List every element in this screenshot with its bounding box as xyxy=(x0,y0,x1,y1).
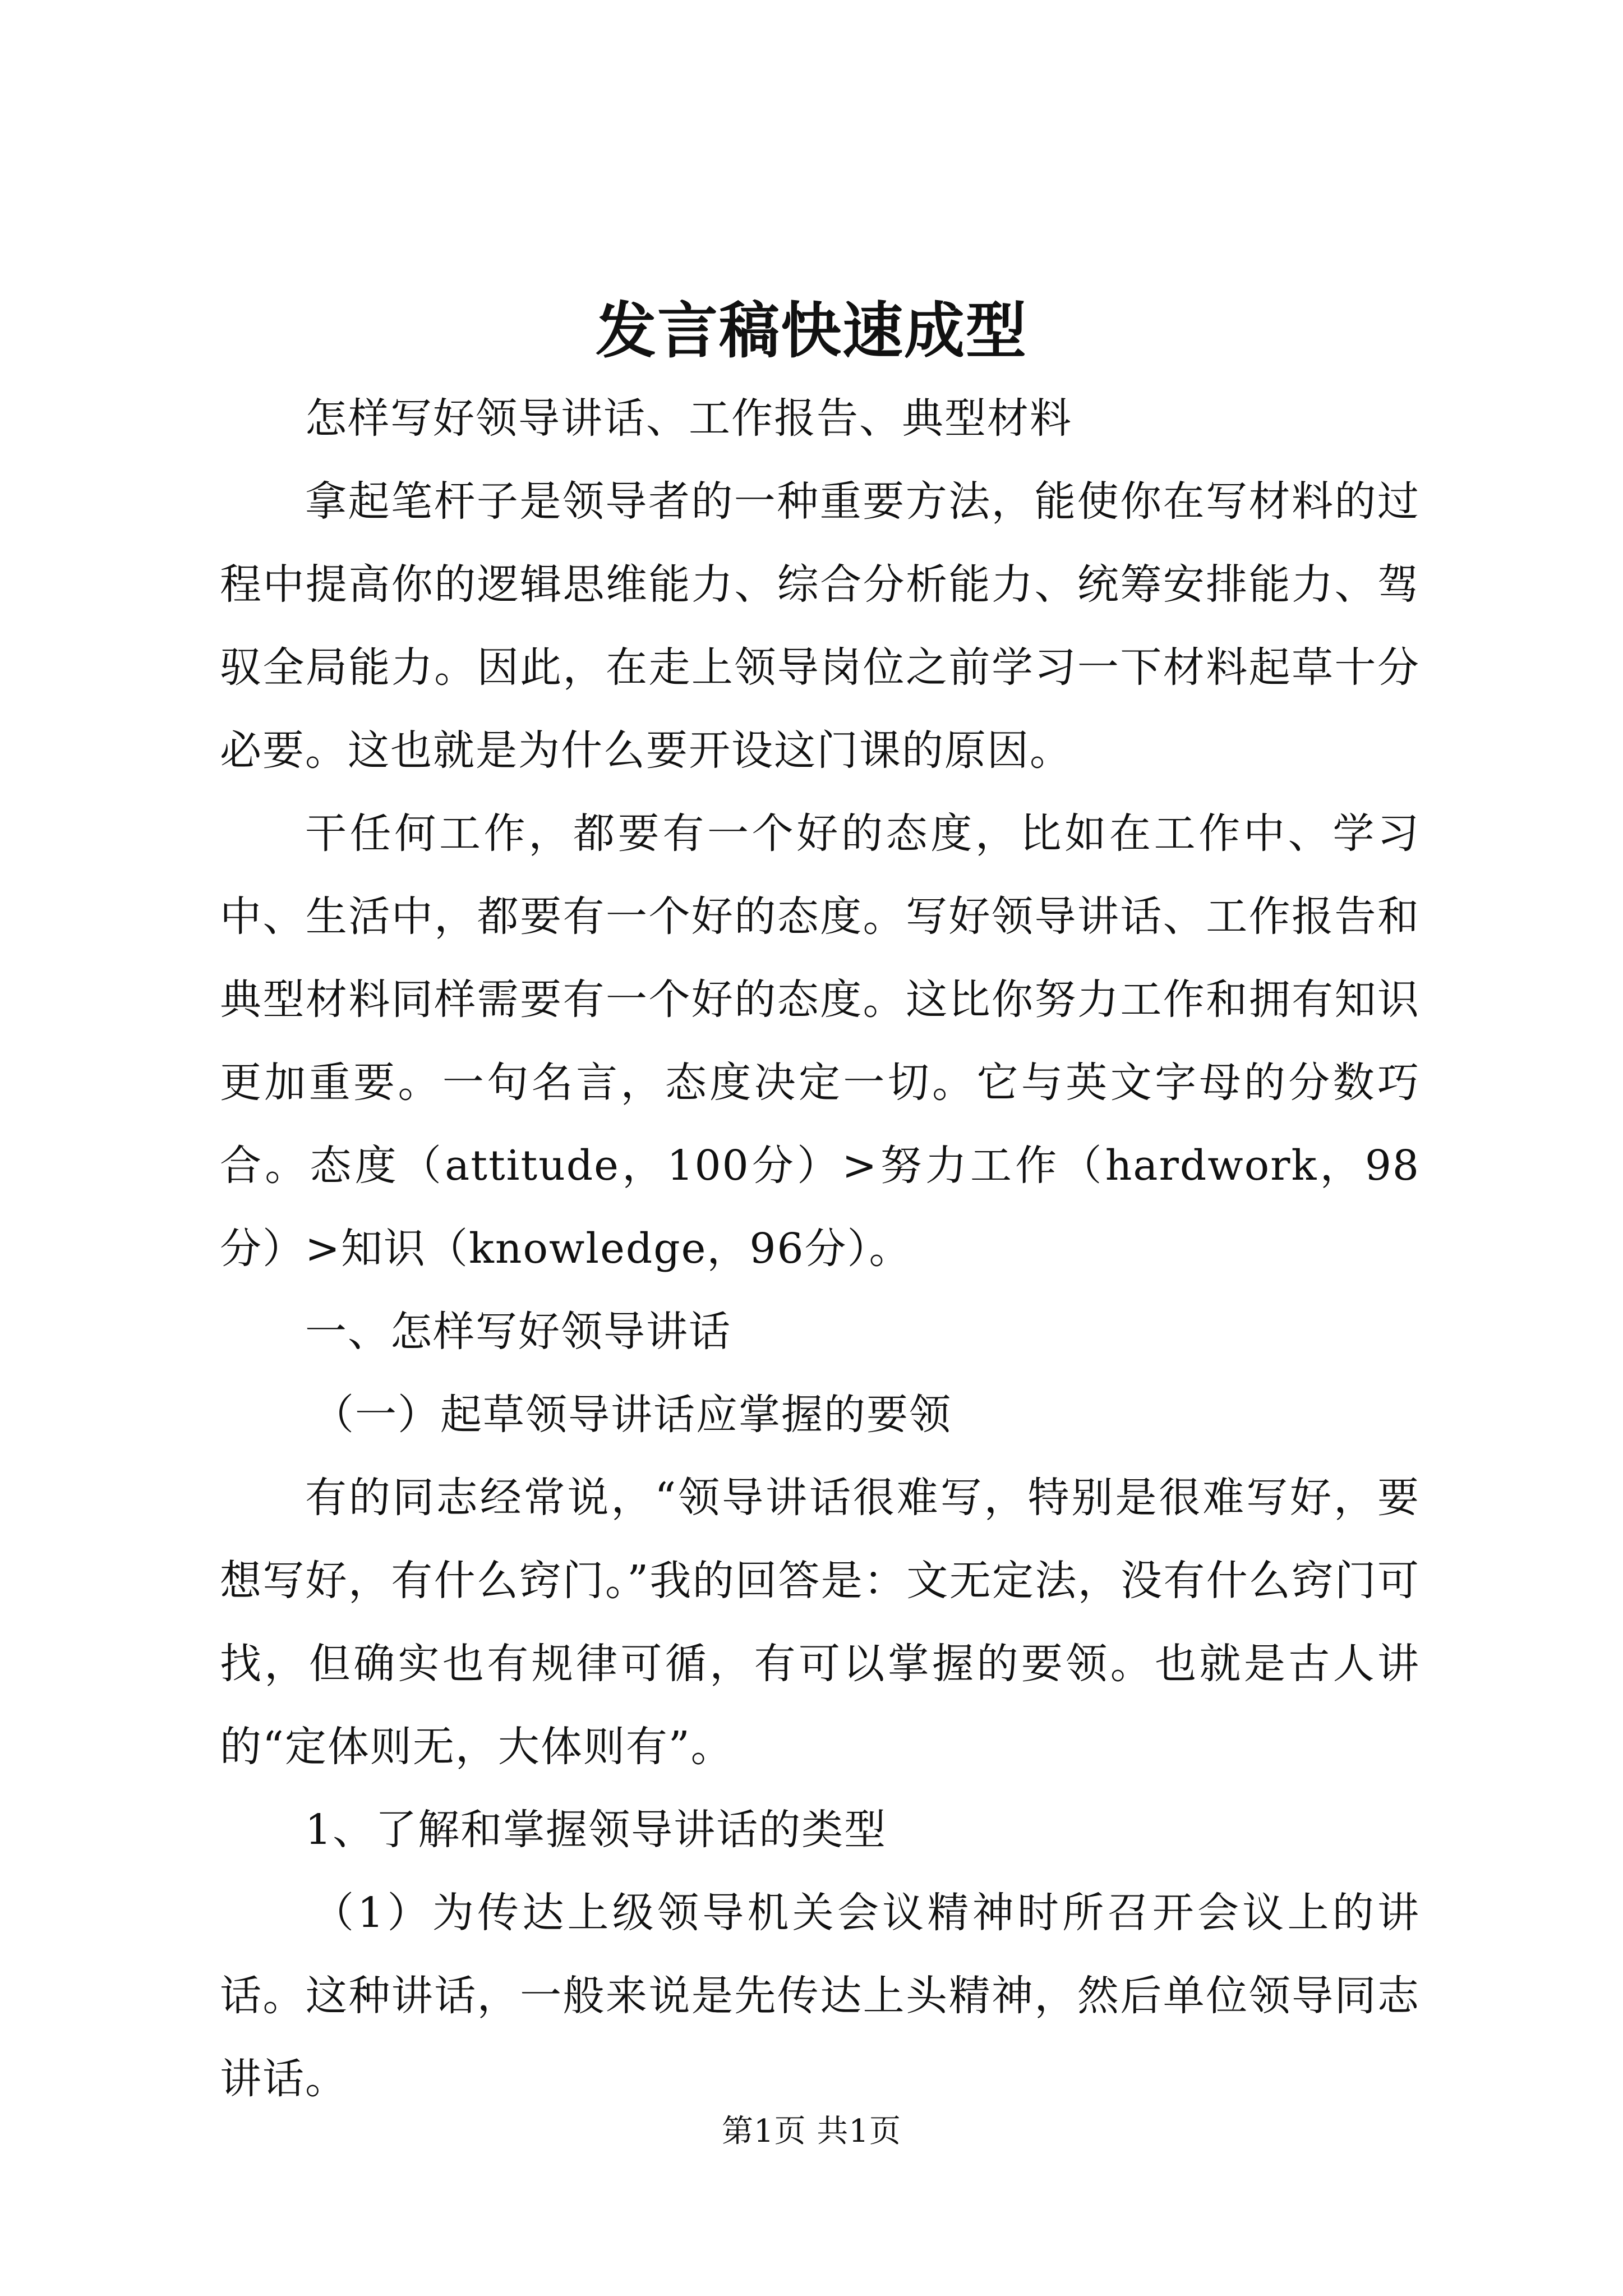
paragraph-attitude: 干任何工作，都要有一个好的态度，比如在工作中、学习中、生活中，都要有一个好的态度。写好领导讲话、工作报告和典型材料同样需要有一个好的态度。这比你努力工作和拥有知识更加重要。一句名言，态度决定一切。它与英文字母的分数巧合。态度（attitude，100分）>努力工作（hardwork，98分）>知识（knowledge，96分）。 xyxy=(220,809,1420,1273)
item-heading-1: 1、了解和掌握领导讲话的类型 xyxy=(305,1806,887,1854)
section-heading-1: 一、怎样写好领导讲话 xyxy=(305,1308,731,1356)
paragraph-subtitle: 怎样写好领导讲话、工作报告、典型材料 xyxy=(305,394,1072,443)
paragraph-intro: 拿起笔杆子是领导者的一种重要方法，能使你在写材料的过程中提高你的逻辑思维能力、综合分析能力、统筹安排能力、驾驭全局能力。因此，在走上领导岗位之前学习一下材料起草十分必要。这也就是为什么要开设这门课的原因。 xyxy=(220,477,1420,775)
document-title: 发言稿快速成型 xyxy=(595,296,1027,366)
paragraph-type-1: （1）为传达上级领导机关会议精神时所召开会议上的讲话。这种讲话，一般来说是先传达上头精神，然后单位领导同志讲话。 xyxy=(220,1889,1420,2103)
document-body xyxy=(220,377,1420,2120)
paragraph-essentials: 有的同志经常说，“领导讲话很难写，特别是很难写好，要想写好，有什么窍门。”我的回答是：文无定法，没有什么窍门可找，但确实也有规律可循，有可以掌握的要领。也就是古人讲的“定体则无，大体则有”。 xyxy=(220,1474,1420,1771)
subsection-heading-1: （一）起草领导讲话应掌握的要领 xyxy=(312,1391,952,1439)
page-footer: 第1页 共1页 xyxy=(721,2113,902,2150)
